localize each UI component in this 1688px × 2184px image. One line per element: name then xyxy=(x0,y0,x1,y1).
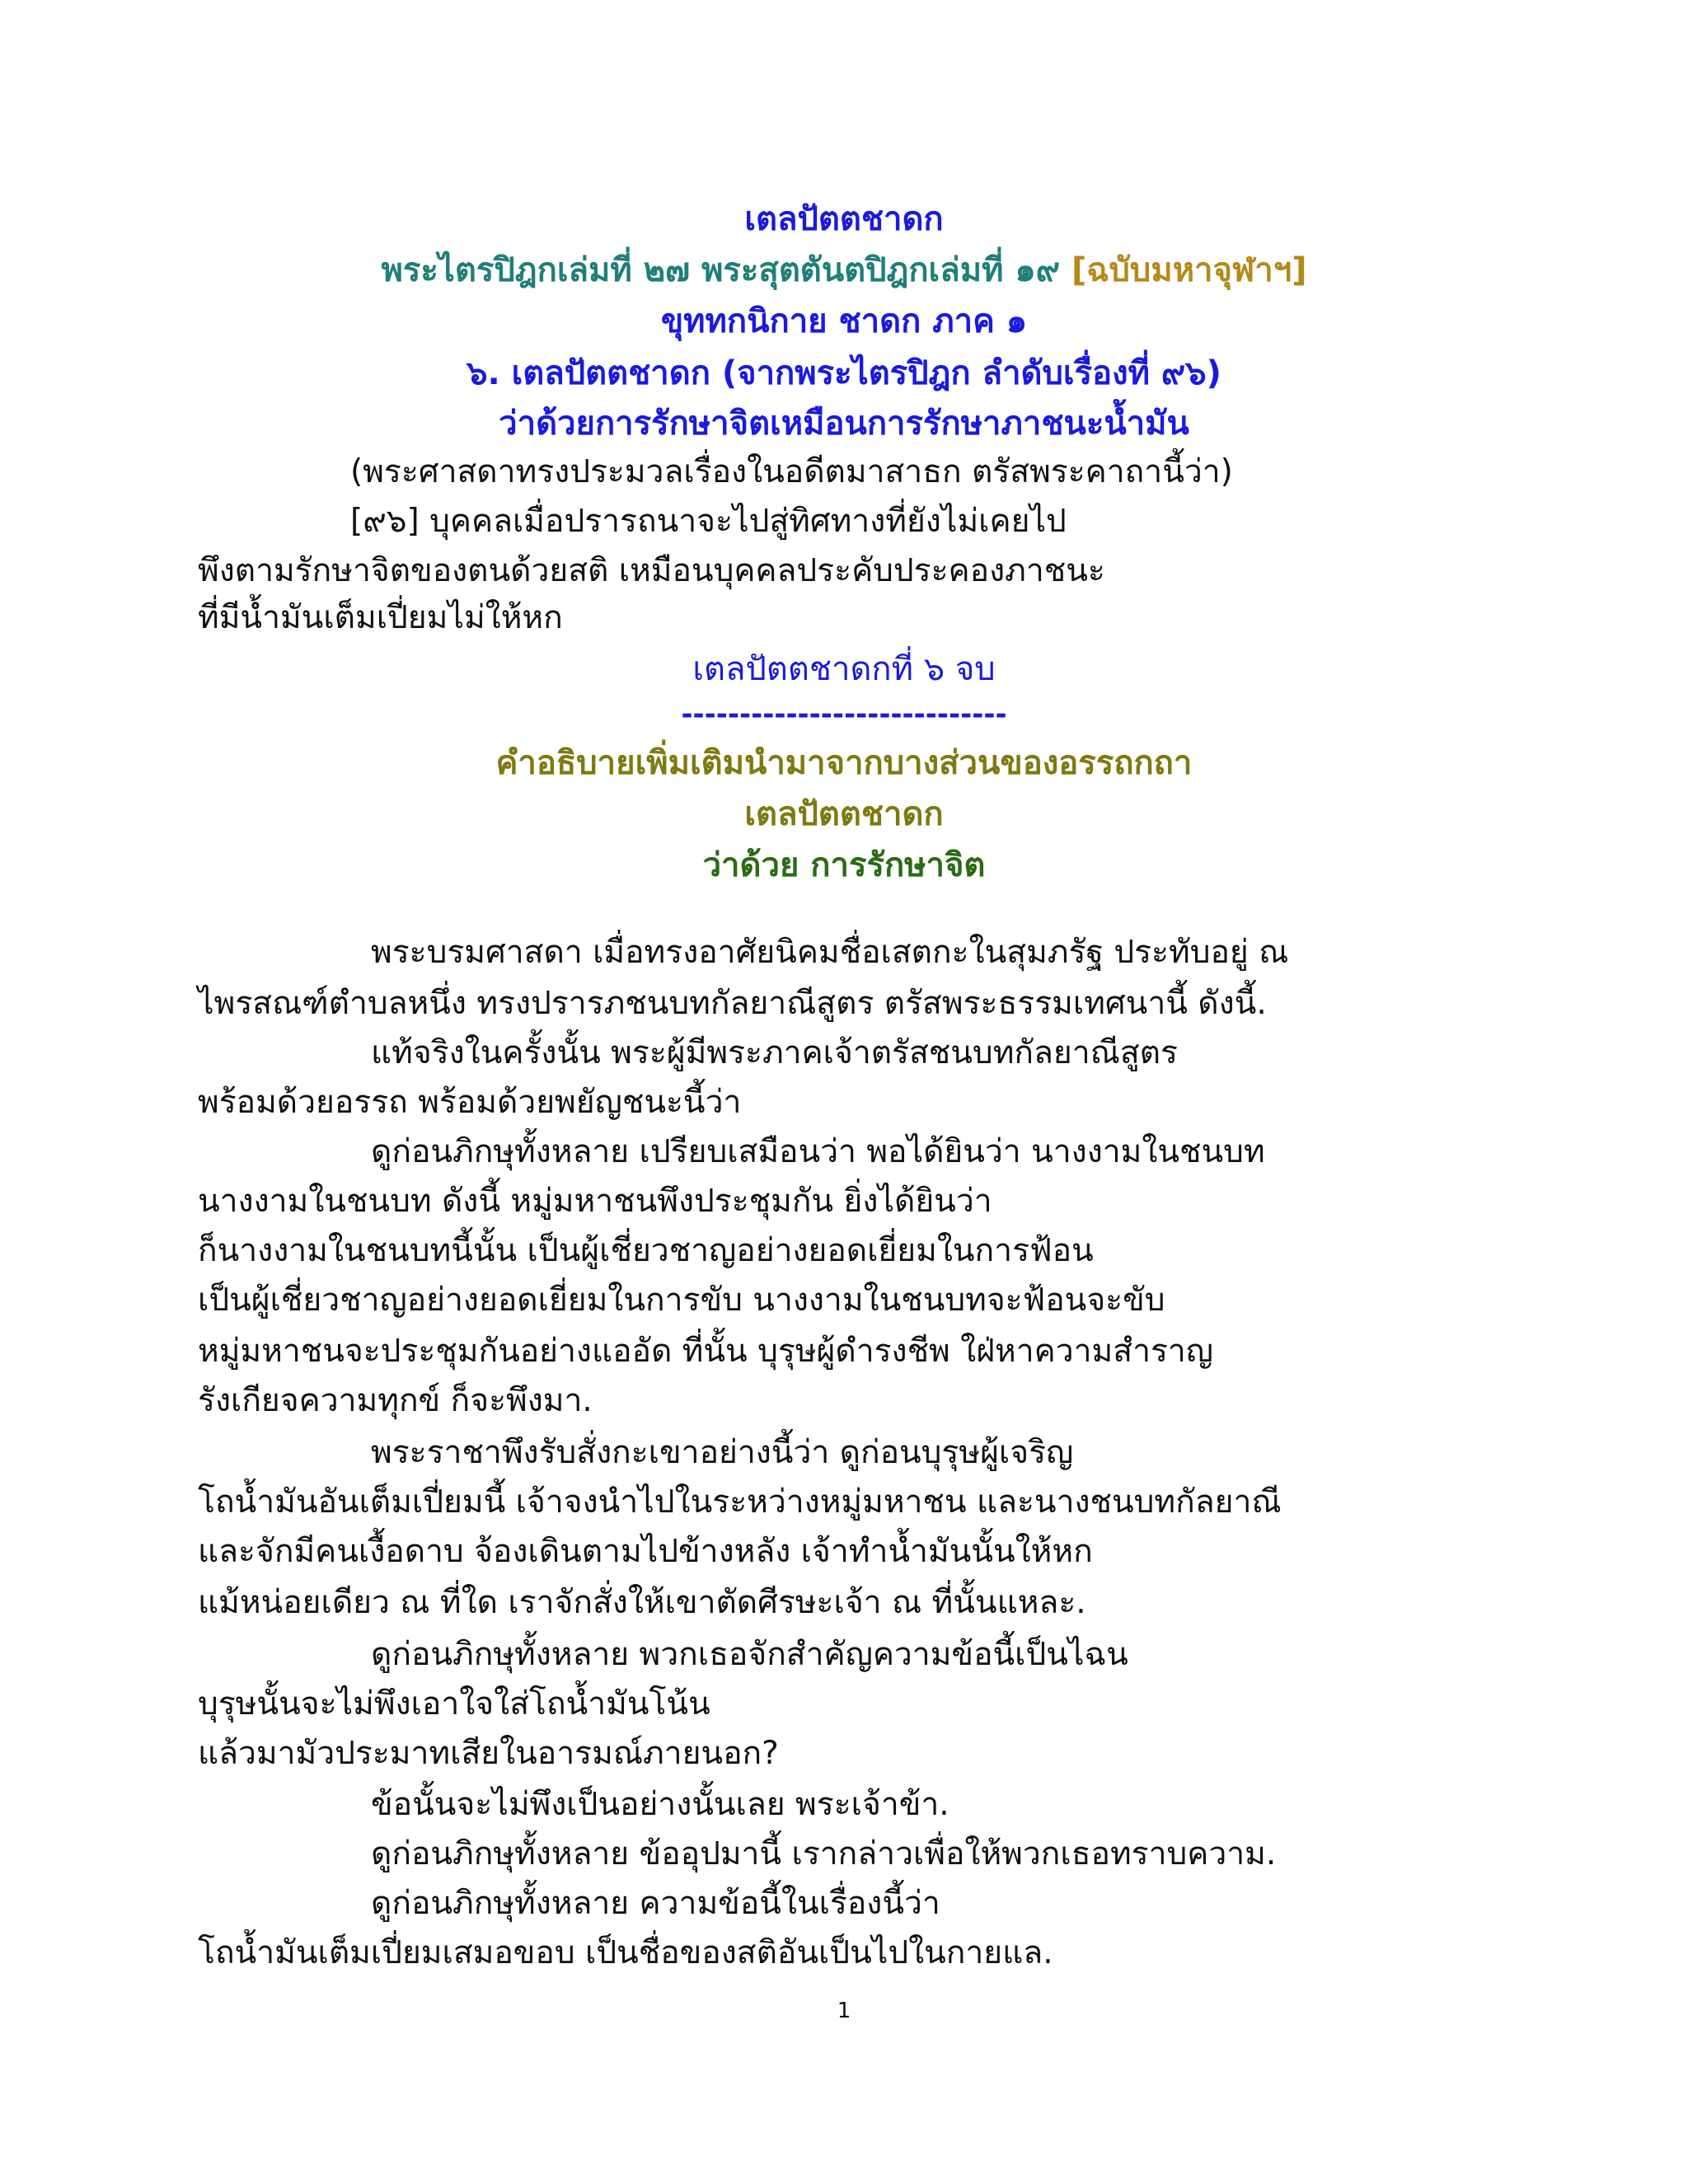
verse-line: พึงตามรักษาจิตของตนด้วยสติ เหมือนบุคคลประคับประคองภาชนะ xyxy=(198,552,1105,589)
page-number: 1 xyxy=(837,1999,851,2023)
source-line xyxy=(0,247,1688,293)
body-line: แท้จริงในครั้งนั้น พระผู้มีพระภาคเจ้าตรัสชนบทกัลยาณีสูตร xyxy=(371,1034,1178,1071)
body-line: หมู่มหาชนจะประชุมกันอย่างแออัด ที่นั้น บุรุษผู้ดำรงชีพ ใฝ่หาความสำราญ xyxy=(198,1333,1214,1370)
story-subtitle: ว่าด้วยการรักษาจิตเหมือนการรักษาภาชนะน้ำมัน xyxy=(499,405,1189,443)
body-line: พระบรมศาสดา เมื่อทรงอาศัยนิคมชื่อเสตกะในสุมภรัฐ ประทับอยู่ ณ xyxy=(371,934,1289,971)
body-line: ข้อนั้นจะไม่พึงเป็นอย่างนั้นเลย พระเจ้าข้า. xyxy=(371,1786,950,1823)
body-line: และจักมีคนเงื้อดาบ จ้องเดินตามไปข้างหลัง เจ้าทำน้ำมันนั้นให้หก xyxy=(198,1533,1093,1570)
divider: ---------------------------- xyxy=(681,698,1007,731)
body-line: ดูก่อนภิกษุทั้งหลาย เปรียบเสมือนว่า พอได้ยินว่า นางงามในชนบท xyxy=(371,1133,1265,1170)
body-line: ก็นางงามในชนบทนี้นั้น เป็นผู้เชี่ยวชาญอย่างยอดเยี่ยมในการฟ้อน xyxy=(198,1232,1094,1269)
body-line: แม้หน่อยเดียว ณ ที่ใด เราจักสั่งให้เขาตัดศีรษะเจ้า ณ ที่นั้นแหละ. xyxy=(198,1584,1086,1621)
verse-line: ที่มีน้ำมันเต็มเปี่ยมไม่ให้หก xyxy=(198,599,563,636)
page-title: เตลปัตตชาดก xyxy=(744,200,944,238)
body-line: เป็นผู้เชี่ยวชาญอย่างยอดเยี่ยมในการขับ นางงามในชนบทจะฟ้อนจะขับ xyxy=(198,1282,1165,1319)
body-line: ดูก่อนภิกษุทั้งหลาย ข้ออุปมานี้ เรากล่าวเพื่อให้พวกเธอทราบความ. xyxy=(371,1835,1277,1872)
commentary-jataka: เตลปัตตชาดก xyxy=(744,795,944,833)
body-line: โถน้ำมันเต็มเปี่ยมเสมอขอบ เป็นชื่อของสติอันเป็นไปในกายแล. xyxy=(198,1934,1053,1971)
story-heading: ๖. เตลปัตตชาดก (จากพระไตรปิฎก ลำดับเรื่องที่ ๙๖) xyxy=(467,354,1221,392)
source-main: พระไตรปิฎกเล่มที่ ๒๗ พระสุตตันตปิฎกเล่มที่ ๑๙ xyxy=(381,251,1072,289)
body-line: พระราชาพึงรับสั่งกะเขาอย่างนี้ว่า ดูก่อนบุรุษผู้เจริญ xyxy=(371,1434,1074,1471)
verse-end: เตลปัตตชาดกที่ ๖ จบ xyxy=(692,650,996,688)
body-line: พร้อมด้วยอรรถ พร้อมด้วยพยัญชนะนี้ว่า xyxy=(198,1084,742,1121)
verse-line: [๙๖] บุคคลเมื่อปรารถนาจะไปสู่ทิศทางที่ยังไม่เคยไป xyxy=(350,503,1067,540)
verse-intro: (พระศาสดาทรงประมวลเรื่องในอดีตมาสาธก ตรัสพระคาถานี้ว่า) xyxy=(350,453,1233,490)
body-line: นางงามในชนบท ดังนี้ หมู่มหาชนพึงประชุมกัน ยิ่งได้ยินว่า xyxy=(198,1183,992,1220)
body-line: ดูก่อนภิกษุทั้งหลาย พวกเธอจักสำคัญความข้อนี้เป็นไฉน xyxy=(371,1636,1128,1673)
body-line: รังเกียจความทุกข์ ก็จะพึงมา. xyxy=(198,1382,593,1419)
source-edition: [ฉบับมหาจุฬาฯ] xyxy=(1071,251,1307,289)
section-heading: ขุททกนิกาย ชาดก ภาค ๑ xyxy=(660,302,1028,340)
body-line: แล้วมามัวประมาทเสียในอารมณ์ภายนอก? xyxy=(198,1735,779,1772)
body-line: ไพรสณฑ์ตำบลหนึ่ง ทรงปรารภชนบทกัลยาณีสูตร ตรัสพระธรรมเทศนานี้ ดังนี้. xyxy=(198,985,1267,1022)
commentary-topic: ว่าด้วย การรักษาจิต xyxy=(702,846,986,884)
commentary-title: คำอธิบายเพิ่มเติมนำมาจากบางส่วนของอรรถกถา xyxy=(495,744,1193,782)
body-line: โถน้ำมันอันเต็มเปี่ยมนี้ เจ้าจงนำไปในระหว่างหมู่มหาชน และนางชนบทกัลยาณี xyxy=(198,1483,1282,1521)
body-line: บุรุษนั้นจะไม่พึงเอาใจใส่โถน้ำมันโน้น xyxy=(198,1685,710,1722)
body-line: ดูก่อนภิกษุทั้งหลาย ความข้อนี้ในเรื่องนี้ว่า xyxy=(371,1885,940,1922)
